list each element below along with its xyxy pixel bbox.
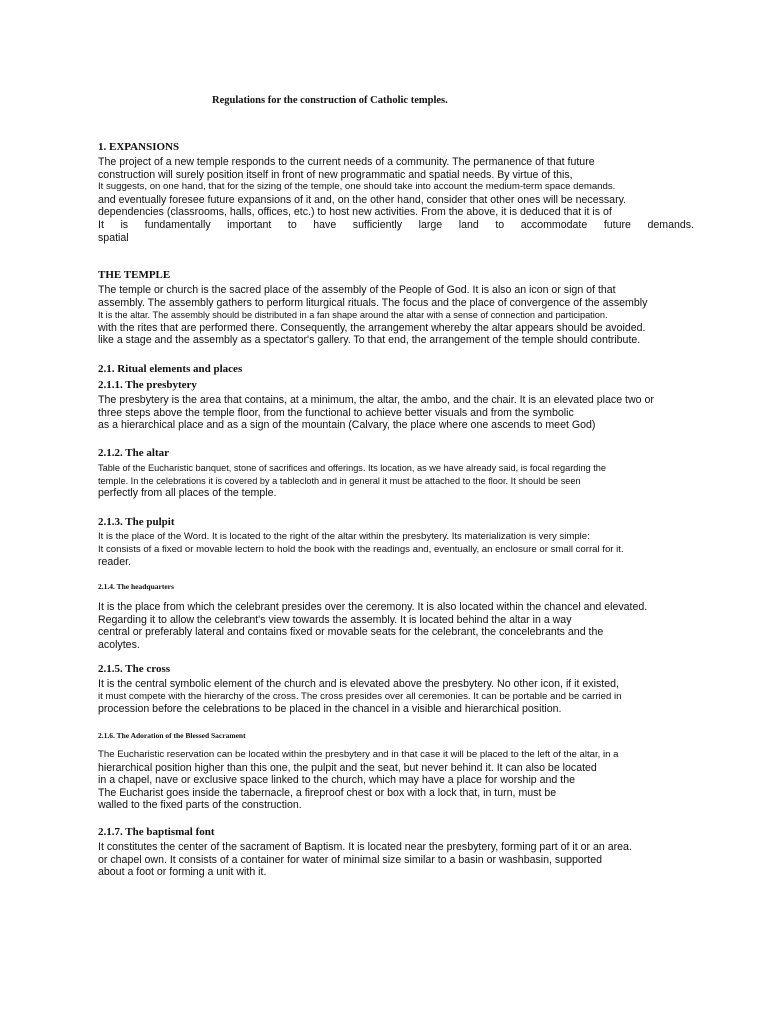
section-heading: 2.1.4. The headquarters bbox=[98, 582, 174, 591]
paragraph-line: The temple or church is the sacred place of the assembly of the People of God. It is also an icon or sign of that bbox=[98, 284, 616, 296]
paragraph-line: It suggests, on one hand, that for the sizing of the temple, one should take into account the medium-term space demands. bbox=[98, 181, 616, 193]
paragraph-line: It is the central symbolic element of the church and is elevated above the presbytery. No other icon, if it existed, bbox=[98, 678, 619, 690]
paragraph-line: like a stage and the assembly as a spectator's gallery. To that end, the arrangement of the temple should contribute. bbox=[98, 334, 641, 347]
section-heading: THE TEMPLE bbox=[98, 269, 171, 281]
section-altar bbox=[98, 447, 698, 500]
section-ritual-elements bbox=[98, 363, 698, 376]
paragraph-line: three steps above the temple floor, from the functional to achieve better visuals and from the symbolic bbox=[98, 406, 574, 419]
paragraph-line: It is the altar. The assembly should be distributed in a fan shape around the altar with a sense of connection and participation. bbox=[98, 310, 608, 321]
paragraph-line: It is fundamentally important to have sufficiently large land to accommodate future demands. bbox=[98, 218, 694, 231]
paragraph-line: walled to the fixed parts of the construction. bbox=[98, 799, 302, 812]
paragraph-line: construction will surely position itself in front of new programmatic and spatial needs. By virtue of this, bbox=[98, 168, 573, 181]
paragraph-line: It is the place from which the celebrant presides over the ceremony. It is also located within the chancel and elevated. bbox=[98, 601, 648, 613]
paragraph-line: Regarding it to allow the celebrant's view towards the assembly. It is located behind the altar in a way bbox=[98, 613, 572, 626]
paragraph-line: acolytes. bbox=[98, 638, 140, 651]
paragraph-line: procession before the celebrations to be placed in the chancel in a visible and hierarchical position. bbox=[98, 703, 562, 716]
paragraph-line: spatial bbox=[98, 231, 129, 244]
section-expansions bbox=[98, 141, 698, 244]
section-pulpit bbox=[98, 516, 698, 569]
section-presbytery bbox=[98, 379, 698, 432]
section-heading: 2.1.5. The cross bbox=[98, 663, 171, 675]
paragraph-line: temple. In the celebrations it is covered by a tablecloth and in general it must be attached to the floor. It should be seen bbox=[98, 475, 581, 486]
section-the-temple bbox=[98, 269, 698, 347]
section-heading: 2.1. Ritual elements and places bbox=[98, 363, 243, 375]
paragraph-line: central or preferably lateral and contains fixed or movable seats for the celebrant, the concelebrants and the bbox=[98, 626, 604, 639]
section-heading: 2.1.3. The pulpit bbox=[98, 516, 175, 528]
paragraph-line: It is the place of the Word. It is located to the right of the altar within the presbytery. Its materialization is very simple: bbox=[98, 531, 590, 542]
document-title: Regulations for the construction of Catholic temples. bbox=[212, 95, 448, 106]
paragraph-line: perfectly from all places of the temple. bbox=[98, 487, 277, 500]
section-heading: 2.1.2. The altar bbox=[98, 447, 169, 459]
section-headquarters bbox=[98, 582, 698, 651]
section-cross bbox=[98, 663, 698, 716]
paragraph-line: it must compete with the hierarchy of the cross. The cross presides over all ceremonies. It can be portable and be carried in bbox=[98, 690, 622, 702]
paragraph-line: The project of a new temple responds to the current needs of a community. The permanence of that future bbox=[98, 156, 595, 168]
section-adoration bbox=[98, 731, 698, 812]
paragraph-line: It constitutes the center of the sacrament of Baptism. It is located near the presbytery, forming part of it or an area. bbox=[98, 841, 632, 853]
section-baptismal-font bbox=[98, 826, 698, 879]
paragraph-line: about a foot or forming a unit with it. bbox=[98, 866, 267, 879]
paragraph-line: Table of the Eucharistic banquet, stone of sacrifices and offerings. Its location, as we have already said, is focal regarding the bbox=[98, 463, 606, 473]
paragraph-line: or chapel own. It consists of a container for water of minimal size similar to a basin or washbasin, supported bbox=[98, 853, 603, 866]
paragraph-line: and eventually foresee future expansions of it and, on the other hand, consider that other ones will be necessary. bbox=[98, 193, 627, 206]
paragraph-line: The Eucharistic reservation can be located within the presbytery and in that case it will be placed to the left of the altar, in a bbox=[98, 749, 619, 760]
paragraph-line: hierarchical position higher than this one, the pulpit and the seat, but never behind it. It can also be located bbox=[98, 761, 597, 774]
paragraph-line: The Eucharist goes inside the tabernacle, a fireproof chest or box with a lock that, in turn, must be bbox=[98, 786, 557, 799]
section-heading: 2.1.1. The presbytery bbox=[98, 379, 197, 391]
paragraph-line: as a hierarchical place and as a sign of the mountain (Calvary, the place where one ascends to meet God) bbox=[98, 419, 596, 432]
section-heading: 2.1.7. The baptismal font bbox=[98, 826, 215, 838]
section-heading: 1. EXPANSIONS bbox=[98, 141, 180, 153]
paragraph-line: reader. bbox=[98, 556, 131, 569]
paragraph-line: dependencies (classrooms, halls, offices, etc.) to host new activities. From the above, it is deduced that it is of bbox=[98, 206, 612, 219]
paragraph-line: The presbytery is the area that contains, at a minimum, the altar, the ambo, and the chair. It is an elevated place two or bbox=[98, 394, 654, 406]
paragraph-line: with the rites that are performed there. Consequently, the arrangement whereby the altar appears should be avoided. bbox=[98, 321, 646, 334]
paragraph-line: in a chapel, nave or exclusive space linked to the church, which may have a place for worship and the bbox=[98, 774, 575, 787]
paragraph-line: assembly. The assembly gathers to perform liturgical rituals. The focus and the place of convergence of the assembly bbox=[98, 296, 648, 309]
paragraph-line: It consists of a fixed or movable lectern to hold the book with the readings and, eventually, an enclosure or small corral for it. bbox=[98, 543, 624, 555]
section-heading: 2.1.6. The Adoration of the Blessed Sacrament bbox=[98, 731, 246, 740]
